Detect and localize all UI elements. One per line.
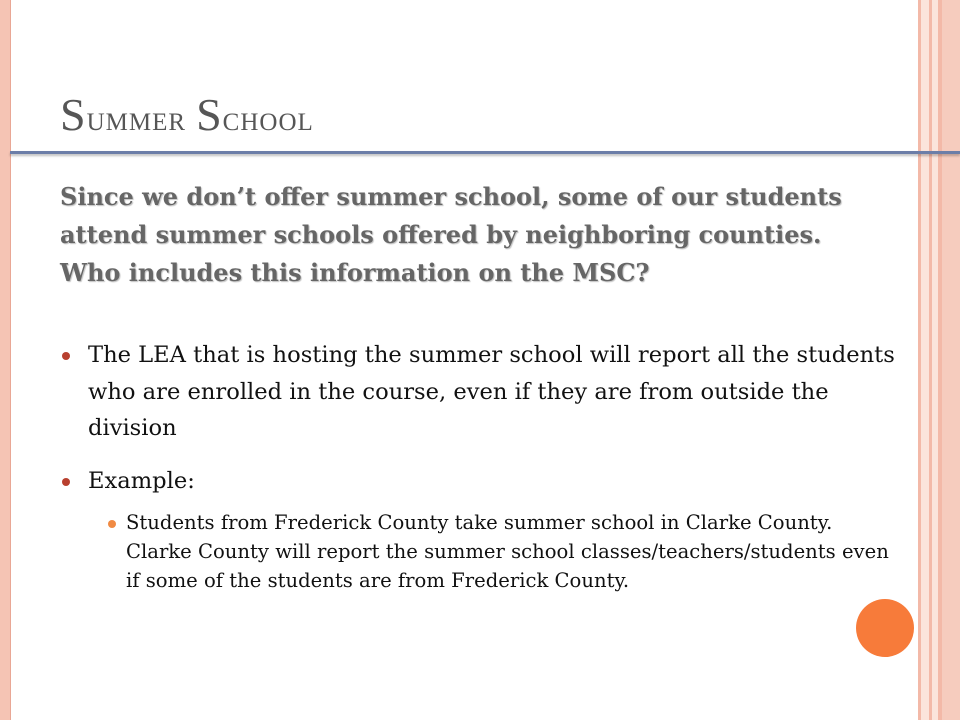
question-text: Since we don’t offer summer school, some of our students attend summer schools offered by neighboring counties. Who includes this information on the MSC? [60,182,842,287]
bullet-list [60,337,900,595]
decorative-circle [856,599,914,657]
slide-title [60,88,314,141]
sub-bullet-dot-icon [108,520,116,528]
bullet-item [60,463,900,500]
bullet-text: Example: [88,467,195,494]
right-stripe [942,0,960,720]
bullet-dot-icon [62,478,70,486]
sub-bullet-text: Students from Frederick County take summer school in Clarke County. Clarke County will report the summer school classes/teachers/students even if some of the students are from Frederick County. [126,511,889,592]
sub-bullet-item [126,509,900,595]
title-word-rest: chool [222,98,314,138]
title-word-rest: ummer [86,98,187,138]
title-initial: S [60,89,87,140]
left-border [0,0,11,720]
title-initial: S [196,89,223,140]
title-divider [10,151,960,154]
bullet-item [60,337,900,447]
right-stripe [921,0,929,720]
bullet-dot-icon [62,352,70,360]
bullet-text: The LEA that is hosting the summer school will report all the students who are enrolled in the course, even if they are from outside the division [88,342,895,441]
